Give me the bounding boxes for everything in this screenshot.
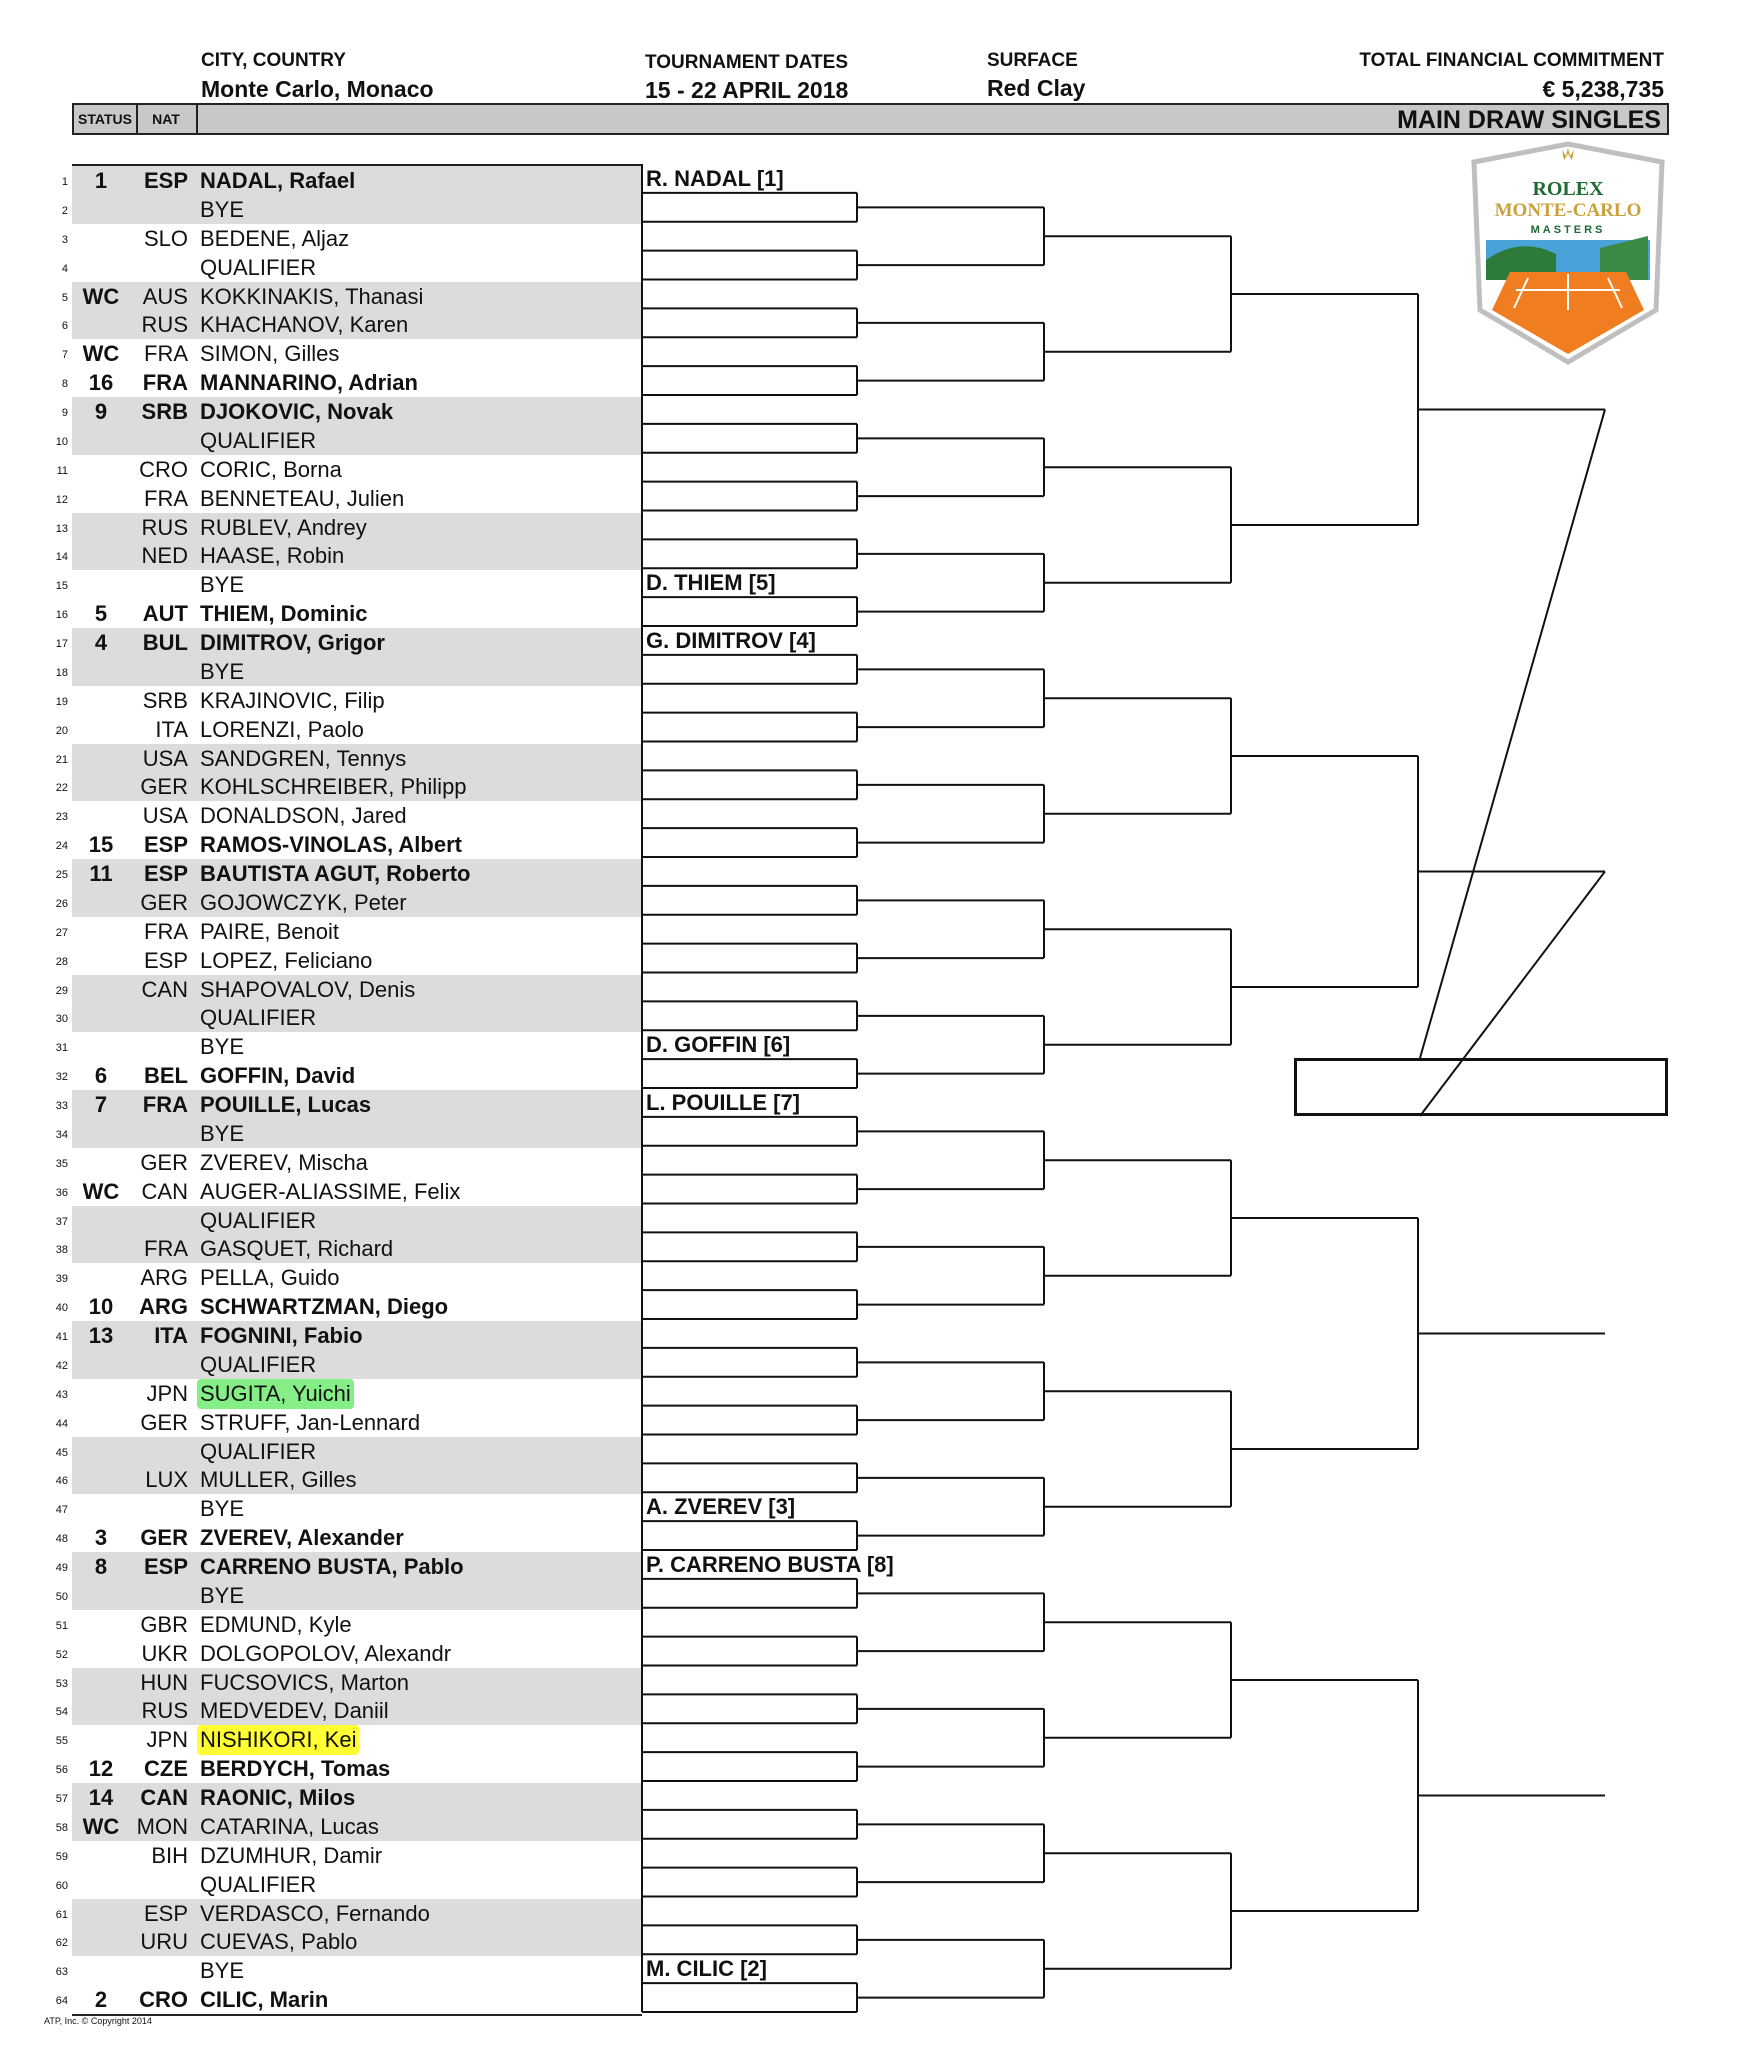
draw-position: 41 (55, 1331, 68, 1343)
draw-position: 57 (55, 1793, 68, 1805)
nationality: JPN (146, 1727, 188, 1753)
nationality: AUT (142, 601, 188, 627)
nationality: JPN (146, 1380, 188, 1406)
seed-status: 1 (94, 168, 108, 193)
draw-position: 40 (55, 1302, 68, 1315)
draw-position: 60 (55, 1879, 68, 1892)
player-name: THIEM, Dominic (200, 601, 368, 627)
nationality: UKR (141, 1640, 188, 1666)
draw-position: 1 (61, 176, 68, 188)
nationality: SRB (142, 687, 188, 713)
nationality: MON (136, 1813, 188, 1839)
player-name: CORIC, Borna (200, 456, 342, 482)
draw-position: 7 (61, 349, 68, 362)
seed-status: 9 (94, 399, 108, 424)
player-name: LOPEZ, Feliciano (200, 947, 373, 973)
draw-position: 29 (55, 984, 68, 997)
player-name: GOFFIN, David (200, 1063, 356, 1089)
draw-position: 53 (55, 1677, 68, 1690)
player-name: PAIRE, Benoit (200, 918, 339, 944)
player-name: MEDVEDEV, Daniil (200, 1698, 389, 1724)
seed-status: 13 (88, 1323, 114, 1348)
player-name: BYE (200, 572, 245, 598)
nationality: ESP (143, 1554, 188, 1579)
seed-status: 15 (88, 832, 114, 858)
draw-position: 63 (55, 1966, 68, 1979)
nationality: BIH (151, 1842, 188, 1868)
nationality: GER (140, 1149, 188, 1175)
player-name: RUBLEV, Andrey (200, 514, 367, 540)
draw-position: 27 (55, 926, 68, 939)
nationality: USA (142, 745, 188, 771)
nationality: GER (140, 774, 188, 800)
player-name: CUEVAS, Pablo (200, 1929, 358, 1955)
seed-status: 8 (94, 1554, 108, 1579)
player-name: DIMITROV, Grigor (200, 630, 385, 655)
nationality: CAN (141, 1178, 188, 1204)
player-name: DONALDSON, Jared (200, 803, 407, 829)
draw-position: 21 (55, 753, 68, 766)
nationality: ITA (155, 716, 188, 742)
seed-status: WC (82, 341, 120, 367)
draw-position: 44 (55, 1417, 68, 1430)
player-name: BENNETEAU, Julien (200, 485, 405, 511)
round-winner-label: P. CARRENO BUSTA [8] (646, 1552, 894, 1577)
nationality: FRA (142, 1092, 188, 1117)
player-name: BERDYCH, Tomas (200, 1756, 391, 1782)
round-winner-label: M. CILIC [2] (646, 1956, 767, 1982)
round-winner-label: L. POUILLE [7] (646, 1090, 800, 1115)
logo-text-monte-carlo: MONTE-CARLO (1494, 200, 1642, 221)
draw-position: 50 (55, 1590, 68, 1603)
player-name: HAASE, Robin (200, 543, 345, 569)
nationality: CAN (140, 1785, 188, 1810)
draw-position: 32 (55, 1071, 68, 1084)
draw-position: 61 (55, 1908, 68, 1921)
player-name: CATARINA, Lucas (200, 1813, 379, 1839)
draw-position: 36 (55, 1186, 68, 1199)
player-name: BYE (200, 1120, 245, 1146)
draw-position: 58 (55, 1821, 68, 1834)
player-name: KOKKINAKIS, Thanasi (200, 283, 424, 309)
round-winner-label: A. ZVEREV [3] (646, 1494, 796, 1520)
player-name: AUGER-ALIASSIME, Felix (200, 1178, 461, 1204)
draw-position: 4 (61, 262, 68, 275)
copyright-text: ATP, Inc. © Copyright 2014 (44, 2016, 152, 2026)
nationality: ESP (143, 1900, 188, 1926)
player-name: KRAJINOVIC, Filip (200, 687, 385, 713)
draw-position: 39 (55, 1273, 68, 1286)
draw-position: 31 (55, 1042, 68, 1055)
draw-position: 54 (55, 1706, 68, 1719)
draw-position: 24 (55, 840, 68, 853)
player-name: BYE (200, 1958, 245, 1984)
round-winner-label: G. DIMITROV [4] (646, 628, 816, 653)
player-name: CARRENO BUSTA, Pablo (200, 1554, 464, 1579)
seed-status: 3 (94, 1525, 108, 1551)
seed-status: 11 (89, 861, 113, 886)
draw-position: 14 (55, 551, 68, 564)
seed-status: 7 (94, 1092, 108, 1117)
draw-position: 18 (55, 666, 68, 679)
nationality: ARG (139, 1294, 188, 1320)
player-name: POUILLE, Lucas (200, 1092, 372, 1117)
nationality: GER (140, 1409, 188, 1435)
draw-position: 3 (61, 233, 68, 246)
draw-position: 11 (56, 464, 68, 477)
surface-label: SURFACE (987, 50, 1078, 71)
draw-position: 8 (61, 378, 68, 391)
nationality: SLO (143, 225, 188, 251)
draw-position: 37 (55, 1215, 68, 1228)
player-name: SHAPOVALOV, Denis (200, 976, 416, 1002)
seed-status: WC (82, 283, 120, 309)
player-name: QUALIFIER (200, 1351, 317, 1377)
draw-position: 59 (55, 1850, 68, 1863)
draw-position: 38 (55, 1244, 68, 1257)
nationality: LUX (145, 1467, 188, 1493)
city-value: Monte Carlo, Monaco (201, 76, 434, 102)
player-name: RAONIC, Milos (200, 1785, 356, 1810)
draw-position: 23 (55, 811, 68, 824)
nationality: URU (140, 1929, 188, 1955)
draw-position: 25 (55, 869, 68, 881)
draw-position: 9 (61, 407, 68, 419)
player-name: BYE (200, 1034, 245, 1060)
player-name: NADAL, Rafael (200, 168, 356, 193)
draw-position: 55 (55, 1735, 68, 1748)
draw-title: MAIN DRAW SINGLES (1397, 106, 1661, 134)
seed-status: 10 (88, 1294, 114, 1320)
player-name: FUCSOVICS, Marton (200, 1669, 410, 1695)
nationality: AUS (142, 283, 188, 309)
nationality: FRA (144, 918, 188, 944)
player-name: DOLGOPOLOV, Alexandr (200, 1640, 452, 1666)
player-name: KOHLSCHREIBER, Philipp (200, 774, 467, 800)
player-name: BYE (200, 1582, 245, 1608)
round-winner-label: D. THIEM [5] (646, 570, 776, 596)
draw-position: 49 (55, 1562, 68, 1574)
nationality: HUN (140, 1669, 188, 1695)
nationality: CRO (139, 1987, 188, 2013)
draw-position: 22 (55, 782, 68, 795)
player-name: BYE (200, 658, 245, 684)
draw-position: 48 (55, 1533, 68, 1546)
player-name: LORENZI, Paolo (200, 716, 364, 742)
financial-label: TOTAL FINANCIAL COMMITMENT (1359, 50, 1664, 71)
draw-position: 20 (55, 724, 68, 737)
nationality: ESP (143, 168, 188, 193)
draw-position: 62 (55, 1937, 68, 1950)
draw-position: 45 (55, 1446, 68, 1459)
player-name: RAMOS-VINOLAS, Albert (200, 832, 462, 858)
player-name: FOGNINI, Fabio (200, 1323, 363, 1348)
draw-position: 6 (61, 320, 68, 333)
player-name: BEDENE, Aljaz (200, 225, 350, 251)
bracket-line (1420, 409, 1605, 1058)
nationality: SRB (141, 399, 188, 424)
draw-position: 19 (55, 695, 68, 708)
draw-position: 34 (55, 1128, 68, 1141)
player-name: SUGITA, Yuichi (197, 1379, 354, 1409)
nationality: FRA (144, 485, 188, 511)
nationality: NED (141, 543, 188, 569)
seed-status: 14 (88, 1785, 114, 1810)
player-name: SANDGREN, Tennys (200, 745, 407, 771)
nationality: RUS (141, 514, 188, 540)
draw-position: 43 (55, 1388, 68, 1401)
draw-position: 15 (55, 580, 68, 593)
player-name: DZUMHUR, Damir (200, 1842, 383, 1868)
draw-position: 5 (61, 291, 68, 304)
draw-position: 12 (55, 493, 68, 506)
player-name: BYE (200, 1496, 245, 1522)
player-name: QUALIFIER (200, 1438, 317, 1464)
draw-position: 64 (55, 1995, 68, 2008)
seed-status: 5 (94, 601, 108, 627)
nationality: CRO (139, 456, 188, 482)
draw-position: 26 (55, 897, 68, 910)
seed-status: 2 (94, 1987, 108, 2013)
player-name: NISHIKORI, Kei (197, 1725, 359, 1755)
player-name: MANNARINO, Adrian (200, 370, 418, 396)
nationality: ESP (143, 832, 188, 858)
logo-text-masters: MASTERS (1530, 224, 1606, 236)
draw-position: 28 (55, 955, 68, 968)
nationality: GBR (140, 1611, 188, 1637)
seed-status: 12 (88, 1756, 114, 1782)
player-name: ZVEREV, Mischa (200, 1149, 368, 1175)
nationality: ITA (154, 1323, 188, 1348)
round-winner-label: R. NADAL [1] (646, 166, 784, 191)
dates-value: 15 - 22 APRIL 2018 (645, 77, 849, 103)
draw-position: 47 (55, 1504, 68, 1517)
player-name: EDMUND, Kyle (200, 1611, 352, 1637)
player-name: VERDASCO, Fernando (200, 1900, 430, 1926)
draw-position: 30 (55, 1013, 68, 1026)
player-name: SIMON, Gilles (200, 341, 340, 367)
nationality: ESP (143, 861, 188, 886)
player-name: QUALIFIER (200, 254, 317, 280)
draw-position: 2 (61, 204, 68, 217)
player-name: DJOKOVIC, Novak (200, 399, 394, 424)
nationality: CAN (141, 976, 188, 1002)
winner-box (1294, 1058, 1668, 1116)
draw-position: 42 (55, 1359, 68, 1372)
nationality: GER (140, 889, 188, 915)
status-column-header: STATUS (74, 105, 138, 133)
draw-position: 51 (55, 1619, 68, 1632)
draw-position: 17 (55, 638, 68, 650)
nationality: FRA (144, 341, 188, 367)
nationality: FRA (142, 370, 188, 396)
seed-status: WC (82, 1178, 120, 1204)
player-name: QUALIFIER (200, 1207, 317, 1233)
seed-status: 4 (94, 630, 108, 655)
player-name: STRUFF, Jan-Lennard (200, 1409, 421, 1435)
surface-value: Red Clay (987, 75, 1086, 101)
player-name: PELLA, Guido (200, 1265, 340, 1291)
nationality: FRA (144, 1236, 188, 1262)
player-name: QUALIFIER (200, 1871, 317, 1897)
nat-column-header: NAT (136, 105, 198, 133)
player-name: QUALIFIER (200, 427, 317, 453)
player-name: CILIC, Marin (200, 1987, 329, 2013)
nationality: RUS (141, 312, 188, 338)
nationality: ARG (140, 1265, 188, 1291)
financial-value: € 5,238,735 (1542, 76, 1664, 102)
seed-status: 6 (94, 1063, 108, 1089)
round-winner-label: D. GOFFIN [6] (646, 1032, 791, 1058)
nationality: USA (142, 803, 188, 829)
draw-position: 10 (55, 435, 68, 448)
player-name: SCHWARTZMAN, Diego (200, 1294, 449, 1320)
player-name: BYE (200, 196, 245, 222)
draw-position: 16 (55, 609, 68, 622)
player-name: MULLER, Gilles (200, 1467, 357, 1493)
draw-position: 52 (55, 1648, 68, 1661)
draw-position: 33 (55, 1100, 68, 1112)
player-name: BAUTISTA AGUT, Roberto (200, 861, 471, 886)
player-name: KHACHANOV, Karen (200, 312, 409, 338)
nationality: GER (140, 1525, 188, 1551)
draw-position: 46 (55, 1475, 68, 1488)
player-name: ZVEREV, Alexander (200, 1525, 404, 1551)
seed-status: WC (82, 1813, 120, 1839)
draw-position: 13 (55, 522, 68, 535)
draw-position: 35 (55, 1157, 68, 1170)
nationality: CZE (144, 1756, 188, 1782)
logo-text-rolex: ROLEX (1532, 178, 1604, 200)
draw-position: 56 (55, 1764, 68, 1777)
nationality: BUL (142, 630, 188, 655)
nationality: RUS (141, 1698, 188, 1724)
city-label: CITY, COUNTRY (201, 50, 346, 71)
player-name: GASQUET, Richard (200, 1236, 394, 1262)
player-name: GOJOWCZYK, Peter (200, 889, 407, 915)
seed-status: 16 (88, 370, 114, 396)
nationality: BEL (144, 1063, 188, 1089)
nationality: ESP (143, 947, 188, 973)
player-name: QUALIFIER (200, 1005, 317, 1031)
dates-label: TOURNAMENT DATES (645, 52, 849, 73)
